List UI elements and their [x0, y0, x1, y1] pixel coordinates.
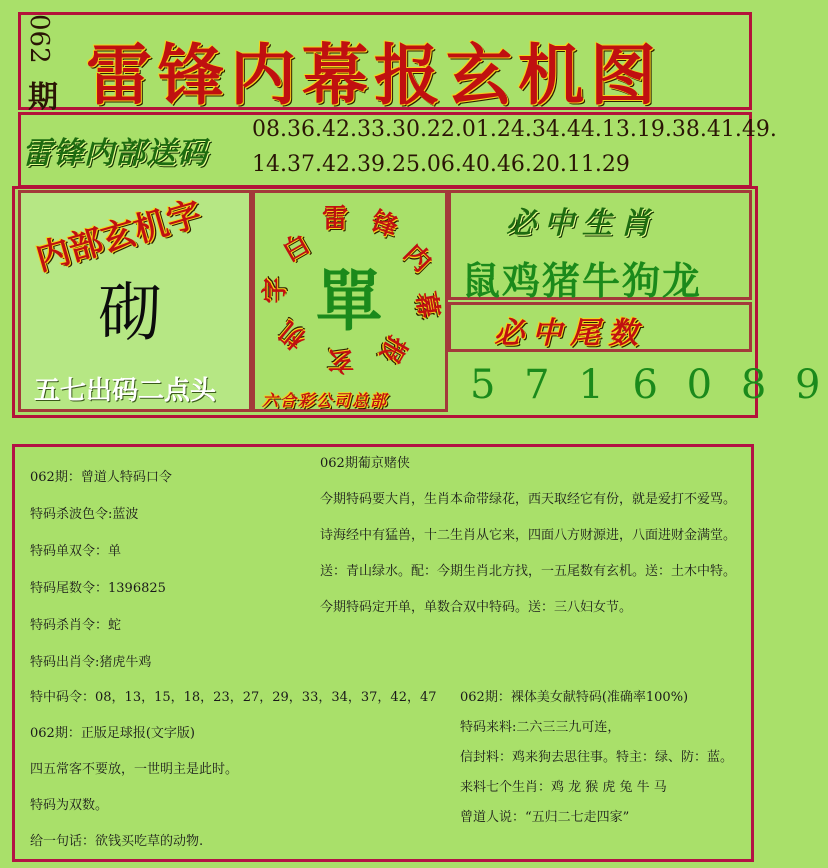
zodiac-value: 鼠鸡猪牛狗龙	[462, 258, 703, 303]
ring-char: 雷	[322, 204, 349, 234]
codes-line-1: 08.36.42.33.30.22.01.24.34.44.13.19.38.41.49.	[252, 117, 777, 142]
right-top-line: 今期特码要大肖，生肖本命带绿花，西天取经它有份，就是爱打不爱骂。	[320, 492, 737, 507]
left-line: 特码出肖令:猪虎牛鸡	[30, 655, 152, 670]
right-top-line: 送：青山绿水。配：今期生肖北方找，一五尾数有玄机。送：土木中特。	[320, 564, 737, 579]
left-line: 特码杀肖令：蛇	[30, 618, 122, 633]
right-bottom-line: 曾道人说：“五归二七走四家”	[460, 810, 630, 825]
left-line: 特中码令：08，13，15，18，23，27，29，33，34，37，42，47	[30, 690, 437, 705]
right-top-line: 今期特码定开单，单数合双中特码。送：三八妇女节。	[320, 600, 633, 615]
riddle-char: 砌	[98, 277, 162, 351]
center-footer: 六合彩公司总部	[262, 391, 389, 410]
ring-char: 锋	[366, 206, 402, 244]
issue-number: 062	[24, 14, 54, 64]
zodiac-label: 必中生肖	[506, 206, 658, 241]
ring-char: 字	[260, 277, 291, 304]
left-line: 给一句话：欲钱买吃草的动物.	[30, 834, 204, 849]
tail-value: 5 7 1 6 0 8 9	[470, 362, 828, 408]
right-bottom-line: 062期：裸体美女献特码(准确率100%)	[460, 690, 689, 705]
ring-char: 白	[277, 229, 316, 269]
right-bottom-line: 来料七个生肖：鸡 龙 猴 虎 兔 牛 马	[460, 780, 667, 795]
ring-char: 幕	[409, 289, 444, 321]
page-title: 雷锋内幕报玄机图	[86, 36, 662, 114]
ring-char: 报	[373, 330, 413, 369]
tail-label: 必中尾数	[494, 316, 646, 351]
right-top-line: 诗海经中有猛兽，十二生肖从它来，四面八方财源进，八面进财金满堂。	[320, 528, 737, 543]
left-line: 062期：正版足球报(文字版)	[30, 726, 195, 741]
riddle-caption: 五七出码二点头	[34, 376, 217, 406]
right-bottom-line: 信封料：鸡来狗去思往事。特主：绿、防：蓝。	[460, 750, 734, 765]
left-line: 四五常客不要放，一世明主是此时。	[30, 762, 239, 777]
ring-char: 内	[397, 238, 438, 279]
ring-char: 机	[273, 314, 313, 355]
right-bottom-line: 特码来料:二六三三九可连，	[460, 720, 621, 735]
codes-line-2: 14.37.42.39.25.06.40.46.20.11.29	[252, 152, 630, 177]
riddle-label-text: 内部玄机字	[31, 193, 206, 280]
left-line: 特码尾数令：1396825	[30, 581, 166, 596]
center-main-char: 單	[316, 262, 382, 340]
left-line: 特码杀波色令:蓝波	[30, 507, 139, 522]
codes-label: 雷锋内部送码	[22, 136, 208, 171]
ring-char: 玄	[328, 345, 355, 375]
right-top-title: 062期葡京赌侠	[320, 456, 410, 471]
left-line: 062期：曾道人特码口令	[30, 470, 172, 485]
issue-suffix: 期	[28, 80, 58, 115]
left-line: 特码单双令：单	[30, 544, 122, 559]
left-line: 特码为双数。	[30, 798, 109, 813]
